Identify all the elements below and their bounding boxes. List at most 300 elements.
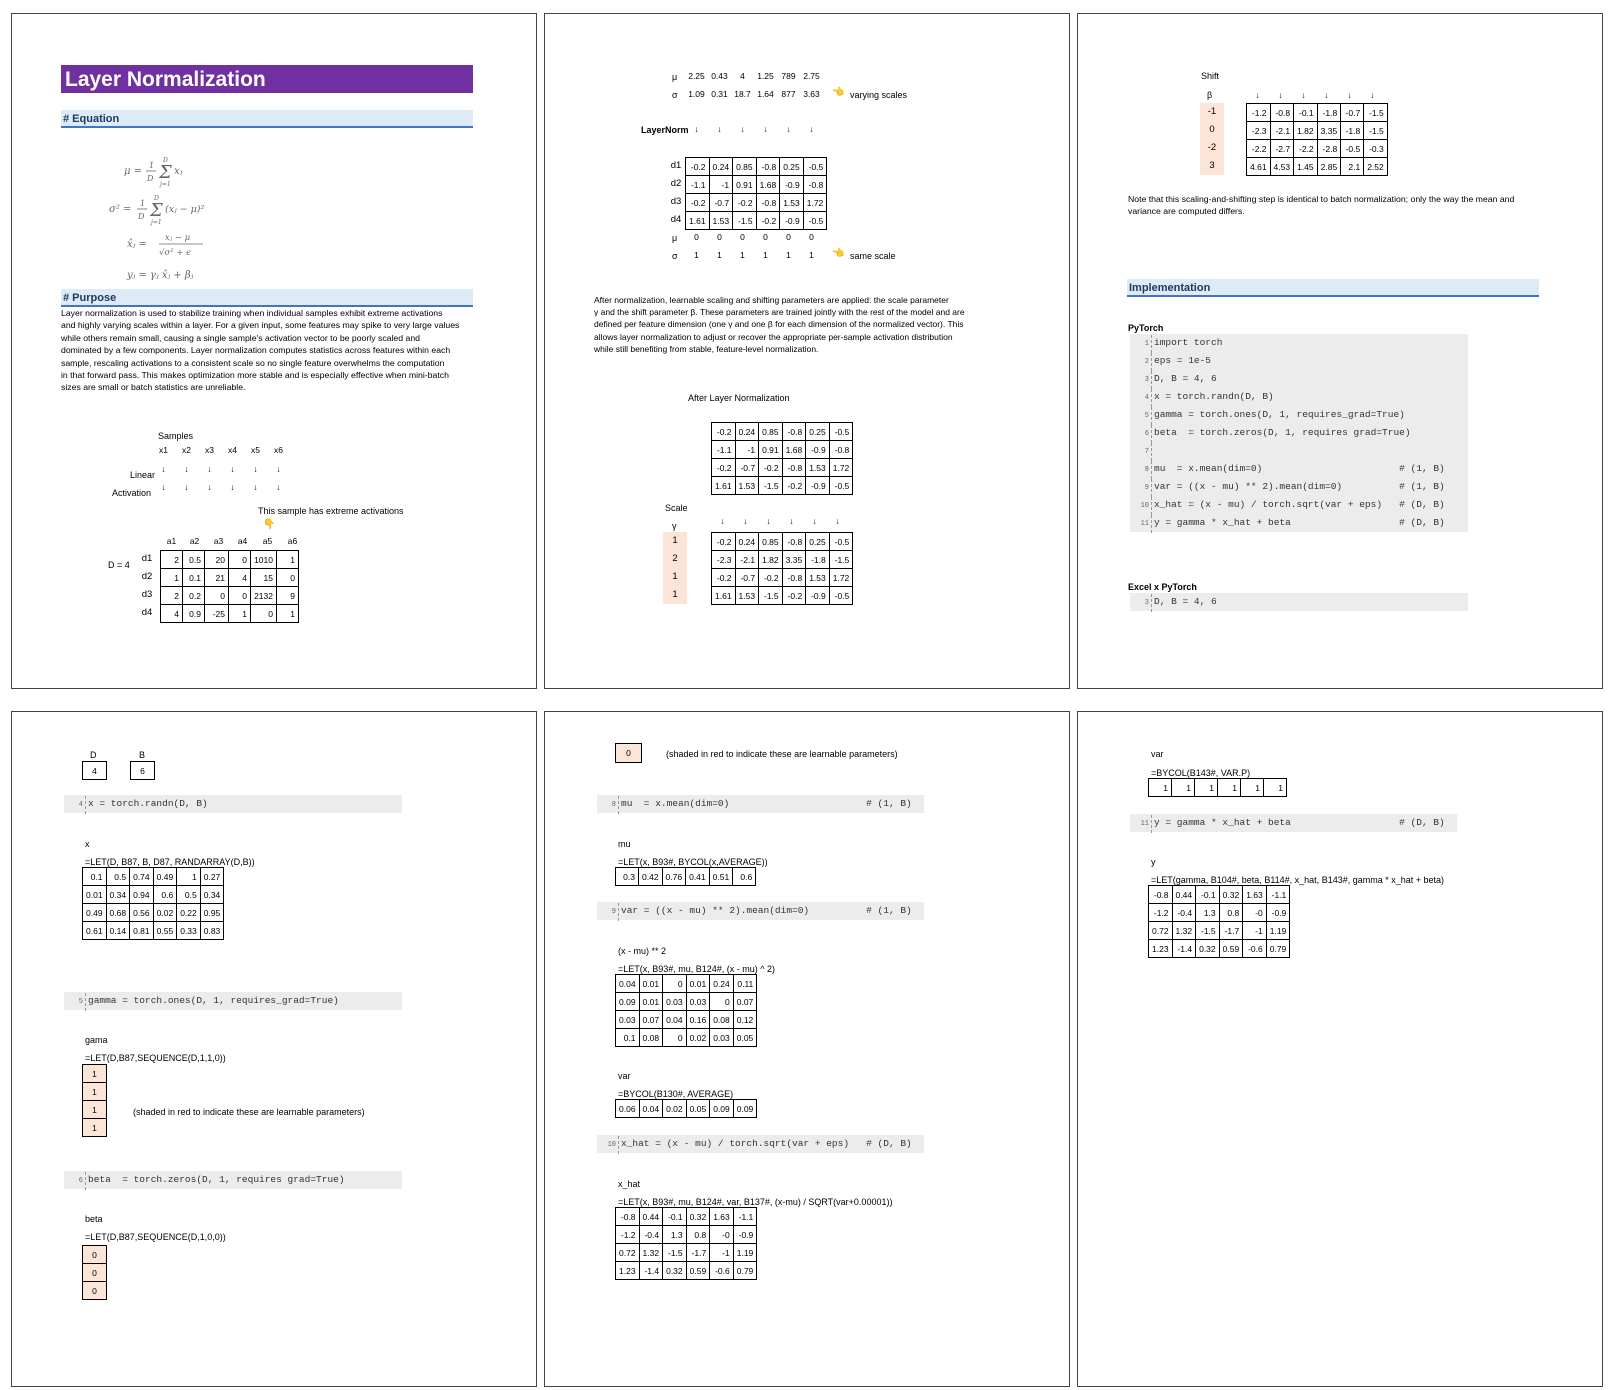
table-cell: 0.25 bbox=[780, 158, 804, 176]
arrow-down-icon: ↓ bbox=[253, 464, 258, 474]
gamma-value: 1 bbox=[663, 568, 687, 586]
table-cell: -1.5 bbox=[759, 587, 783, 605]
arrow-down-icon: ↓ bbox=[1370, 90, 1375, 100]
line-number: 9 bbox=[597, 903, 619, 921]
mu-formula: =LET(x, B93#, BYCOL(x,AVERAGE)) bbox=[618, 857, 768, 867]
table-cell: 4.53 bbox=[1270, 158, 1294, 176]
code-text: gamma = torch.ones(D, 1, requires_grad=True) bbox=[1154, 409, 1405, 420]
purpose-line: sample, rescaling activations to a consistent scale so no single feature overwhelms the computation bbox=[61, 357, 445, 368]
arrow-down-icon: ↓ bbox=[230, 482, 235, 492]
equation-heading: # Equation bbox=[61, 110, 473, 128]
code-line-var bbox=[597, 902, 924, 920]
table-cell: 0.16 bbox=[686, 1011, 710, 1029]
table-cell: -1.5 bbox=[663, 1244, 687, 1262]
table-cell: 1.53 bbox=[780, 194, 804, 212]
layernorm-label: LayerNorm bbox=[641, 125, 689, 135]
table-cell: 0.8 bbox=[686, 1226, 710, 1244]
table-cell: 3.35 bbox=[782, 551, 806, 569]
table-cell: -0.8 bbox=[803, 176, 827, 194]
table-cell: 0.85 bbox=[733, 158, 757, 176]
table-cell: 1.72 bbox=[803, 194, 827, 212]
table-cell: 0.34 bbox=[106, 886, 130, 904]
sigma-label-2: σ bbox=[672, 251, 678, 261]
activation-arrows bbox=[152, 478, 290, 496]
table-cell: 0.06 bbox=[616, 1100, 640, 1118]
mu-value: 4 bbox=[740, 71, 745, 81]
var-label: var bbox=[618, 1071, 631, 1081]
beta-value: 0 bbox=[1200, 121, 1224, 139]
code-text: y = gamma * x_hat + beta # (D, B) bbox=[1154, 817, 1445, 828]
table-cell: 0.49 bbox=[153, 868, 177, 886]
table-row bbox=[616, 1029, 757, 1047]
table-cell: -0.2 bbox=[712, 569, 736, 587]
line-number: 10 bbox=[1130, 497, 1152, 515]
table-cell: 0.83 bbox=[200, 922, 224, 940]
para-line: allows layer normalization to adjust or recover the appropriate per-sample activation distribution bbox=[594, 331, 953, 342]
code-line bbox=[1130, 370, 1468, 388]
table-cell: -0.8 bbox=[829, 441, 853, 459]
table-cell: 21 bbox=[205, 569, 229, 587]
table-cell: 0.07 bbox=[639, 1011, 663, 1029]
line-number: 11 bbox=[1130, 515, 1152, 533]
table-cell: 0.1 bbox=[616, 1029, 640, 1047]
table-cell: 0 bbox=[710, 993, 734, 1011]
y-matrix bbox=[1148, 885, 1290, 958]
sigma-value: 1 bbox=[763, 250, 768, 260]
mu-value: 2.75 bbox=[803, 71, 820, 81]
table-cell: 1 bbox=[1195, 779, 1218, 797]
table-row bbox=[1247, 104, 1388, 122]
x-label: x bbox=[85, 839, 90, 849]
sample-header: x4 bbox=[228, 445, 237, 455]
shaded-note: (shaded in red to indicate these are learnable parameters) bbox=[133, 1107, 365, 1117]
table-cell: 0.01 bbox=[639, 993, 663, 1011]
table-cell: 2.52 bbox=[1364, 158, 1388, 176]
table-cell: 2.1 bbox=[1341, 158, 1364, 176]
table-cell: 4.61 bbox=[1247, 158, 1271, 176]
equation-variance-svg bbox=[107, 192, 217, 226]
beta-value: 3 bbox=[1200, 157, 1224, 175]
gamma-value: 2 bbox=[663, 550, 687, 568]
table-cell: 0.01 bbox=[639, 975, 663, 993]
table-cell: 0.33 bbox=[177, 922, 201, 940]
table-cell: 0.04 bbox=[663, 1011, 687, 1029]
table-cell: -0.2 bbox=[712, 533, 736, 551]
page-1 bbox=[11, 13, 537, 689]
pointing-down-icon: 👇 bbox=[263, 519, 276, 530]
table-cell: 1 bbox=[1149, 779, 1172, 797]
mu-vector bbox=[615, 867, 756, 886]
code-line-xhat bbox=[597, 1135, 924, 1153]
table-row bbox=[83, 922, 224, 940]
table-row bbox=[161, 569, 299, 587]
code-text: D, B = 4, 6 bbox=[1154, 596, 1217, 607]
table-cell: -1.5 bbox=[733, 212, 757, 230]
table-row bbox=[686, 194, 827, 212]
param-cell: 0 bbox=[83, 1264, 107, 1282]
table-cell: 0.44 bbox=[639, 1208, 663, 1226]
table-cell: 0.9 bbox=[183, 605, 205, 623]
code-line bbox=[1130, 334, 1468, 352]
table-cell: 1 bbox=[1172, 779, 1195, 797]
table-row bbox=[161, 551, 299, 569]
table-cell: 0.59 bbox=[1219, 940, 1243, 958]
table-cell: 0.11 bbox=[733, 975, 757, 993]
table-cell: -0.2 bbox=[759, 459, 783, 477]
table-cell: 0.25 bbox=[806, 533, 830, 551]
gamma-column bbox=[663, 532, 687, 604]
arrow-down-icon: ↓ bbox=[694, 124, 699, 134]
svg-text:1: 1 bbox=[149, 161, 155, 170]
table-cell: -0.9 bbox=[733, 1226, 757, 1244]
table-cell: 0.09 bbox=[616, 993, 640, 1011]
row-header: d3 bbox=[141, 589, 153, 600]
column-header: a1 bbox=[166, 536, 177, 546]
sigma-value: 1.09 bbox=[688, 89, 705, 99]
svg-text:σ² =: σ² = bbox=[109, 204, 132, 215]
table-cell: -0.2 bbox=[712, 459, 736, 477]
pytorch-code-block bbox=[1130, 334, 1468, 532]
gamma-label: gama bbox=[85, 1035, 108, 1045]
line-number: 4 bbox=[1130, 389, 1152, 407]
code-text: mu = x.mean(dim=0) # (1, B) bbox=[621, 798, 912, 809]
column-header: a4 bbox=[237, 536, 248, 546]
arrow-down-icon: ↓ bbox=[812, 516, 817, 526]
table-cell: -0.7 bbox=[1341, 104, 1364, 122]
table-cell: -2.2 bbox=[1247, 140, 1271, 158]
table-cell: -2.1 bbox=[1270, 122, 1294, 140]
table-row bbox=[712, 533, 853, 551]
b-cell bbox=[130, 761, 155, 780]
code-text: x = torch.randn(D, B) bbox=[88, 798, 208, 809]
table-cell: -1.7 bbox=[1219, 922, 1243, 940]
code-line-gamma bbox=[64, 992, 402, 1010]
table-cell: -0.8 bbox=[1270, 104, 1294, 122]
shaded-note: (shaded in red to indicate these are learnable parameters) bbox=[666, 749, 898, 759]
table-cell: 1.82 bbox=[1294, 122, 1318, 140]
sample-header: x6 bbox=[274, 445, 283, 455]
table-cell: 1.82 bbox=[759, 551, 783, 569]
code-line-beta bbox=[64, 1171, 402, 1189]
table-cell: 0.03 bbox=[710, 1029, 734, 1047]
line-number: 3 bbox=[1130, 371, 1152, 389]
table-cell: 1.72 bbox=[829, 569, 853, 587]
table-row bbox=[686, 176, 827, 194]
table-cell: -2.3 bbox=[712, 551, 736, 569]
table-cell: 0.61 bbox=[83, 922, 107, 940]
varying-scales-note: varying scales bbox=[850, 90, 908, 100]
activation-label: Activation bbox=[112, 488, 152, 498]
arrow-down-icon: ↓ bbox=[1255, 90, 1260, 100]
table-cell: -0.9 bbox=[780, 176, 804, 194]
note-line: Note that this scaling-and-shifting step is identical to batch normalization; only the way the mean and bbox=[1128, 194, 1515, 204]
sigma-value: 1 bbox=[809, 250, 814, 260]
table-cell: 1.53 bbox=[735, 477, 759, 495]
purpose-line: in that forward pass. This makes optimization more stable and is especially effective when mini-batch bbox=[61, 370, 449, 381]
arrow-down-icon: ↓ bbox=[786, 124, 791, 134]
arrow-down-icon: ↓ bbox=[184, 464, 189, 474]
arrow-down-icon: ↓ bbox=[161, 464, 166, 474]
table-cell: 0.91 bbox=[733, 176, 757, 194]
table-cell: 2 bbox=[161, 587, 183, 605]
table-cell: -1.4 bbox=[1172, 940, 1196, 958]
matrix-col-headers bbox=[160, 532, 304, 550]
table-cell: -0.8 bbox=[756, 194, 780, 212]
table-cell: 0.08 bbox=[639, 1029, 663, 1047]
table-cell: -0.2 bbox=[782, 587, 806, 605]
mu-value: 0 bbox=[717, 232, 722, 242]
table-cell: 0.32 bbox=[663, 1262, 687, 1280]
mu-label-2: μ bbox=[672, 233, 678, 243]
table-row bbox=[616, 1208, 757, 1226]
table-cell: -0.2 bbox=[756, 212, 780, 230]
beta-symbol: β bbox=[1207, 90, 1213, 100]
table-row bbox=[616, 975, 757, 993]
arrow-down-icon: ↓ bbox=[835, 516, 840, 526]
mu-label: mu bbox=[618, 839, 631, 849]
mu-value: 0 bbox=[809, 232, 814, 242]
arrow-down-icon: ↓ bbox=[766, 516, 771, 526]
table-row bbox=[1149, 904, 1290, 922]
table-cell: 0.02 bbox=[686, 1029, 710, 1047]
table-row bbox=[712, 423, 853, 441]
table-cell: 0.41 bbox=[686, 868, 710, 886]
table-cell: 0.07 bbox=[733, 993, 757, 1011]
column-header: a5 bbox=[262, 536, 273, 546]
row-header: d4 bbox=[670, 214, 682, 225]
samples-label: Samples bbox=[158, 431, 194, 441]
gamma-vector bbox=[82, 1064, 107, 1137]
table-cell: 0.32 bbox=[1196, 940, 1220, 958]
page-title: Layer Normalization bbox=[61, 65, 473, 93]
svg-text:Σ: Σ bbox=[159, 162, 172, 183]
table-cell: 2 bbox=[161, 551, 183, 569]
table-cell: 0.05 bbox=[686, 1100, 710, 1118]
page-6 bbox=[1077, 711, 1603, 1387]
y-formula: =LET(gamma, B104#, beta, B114#, x_hat, B143#, gamma * x_hat + beta) bbox=[1151, 875, 1445, 885]
table-row bbox=[616, 1262, 757, 1280]
table-cell: -1.5 bbox=[1196, 922, 1220, 940]
table-cell: 1.32 bbox=[1172, 922, 1196, 940]
table-cell: -1.5 bbox=[1364, 104, 1388, 122]
equation-mean-svg bbox=[122, 154, 212, 188]
table-cell: 0.6 bbox=[153, 886, 177, 904]
line-number: 4 bbox=[64, 796, 86, 814]
table-cell: -0.2 bbox=[712, 423, 736, 441]
table-cell: 0.01 bbox=[83, 886, 107, 904]
table-cell: 0.01 bbox=[686, 975, 710, 993]
table-cell: 1.61 bbox=[686, 212, 710, 230]
table-row bbox=[712, 477, 853, 495]
arrow-down-icon: ↓ bbox=[276, 482, 281, 492]
table-cell: 0.79 bbox=[1266, 940, 1290, 958]
table-cell: -1.1 bbox=[712, 441, 736, 459]
table-cell: 1.63 bbox=[710, 1208, 734, 1226]
table-cell: 0 bbox=[663, 975, 687, 993]
table-cell: -2.2 bbox=[1294, 140, 1318, 158]
code-line bbox=[1130, 442, 1468, 460]
table-cell: -0.2 bbox=[686, 158, 710, 176]
table-row bbox=[616, 1011, 757, 1029]
table-cell: -0.8 bbox=[782, 533, 806, 551]
b-value: 6 bbox=[131, 762, 155, 780]
table-cell: 0.94 bbox=[130, 886, 154, 904]
table-cell: 1.3 bbox=[1196, 904, 1220, 922]
table-cell: -1.7 bbox=[686, 1244, 710, 1262]
code-text: import torch bbox=[1154, 337, 1223, 348]
d-value: 4 bbox=[83, 762, 107, 780]
mu-value: 1.25 bbox=[757, 71, 774, 81]
table-cell: -0.2 bbox=[782, 477, 806, 495]
arrow-down-icon: ↓ bbox=[184, 482, 189, 492]
table-cell: 1 bbox=[277, 551, 299, 569]
var-formula: =BYCOL(B143#, VAR.P) bbox=[1151, 768, 1251, 778]
table-cell: 20 bbox=[205, 551, 229, 569]
table-row bbox=[686, 158, 827, 176]
purpose-line: Layer normalization is used to stabilize training when individual samples exhibit extreme activations bbox=[61, 308, 443, 318]
activation-matrix bbox=[160, 550, 299, 623]
table-cell: -0.9 bbox=[1266, 904, 1290, 922]
table-row bbox=[83, 904, 224, 922]
table-cell: -0.8 bbox=[616, 1208, 640, 1226]
table-cell: 0.5 bbox=[183, 551, 205, 569]
sample-header: x3 bbox=[205, 445, 214, 455]
top-param-cell bbox=[615, 743, 642, 763]
sample-header: x5 bbox=[251, 445, 260, 455]
table-cell: -0 bbox=[1243, 904, 1267, 922]
table-cell: -1.4 bbox=[639, 1262, 663, 1280]
table-cell: -1.2 bbox=[1149, 904, 1173, 922]
pointing-left-icon: 👈 bbox=[832, 248, 845, 259]
table-cell: -0.8 bbox=[782, 423, 806, 441]
b-label: B bbox=[139, 750, 146, 760]
table-cell: 1.23 bbox=[1149, 940, 1173, 958]
table-cell: 0.55 bbox=[153, 922, 177, 940]
code-line-mu bbox=[597, 795, 924, 813]
table-cell: 0.04 bbox=[639, 1100, 663, 1118]
table-cell: 1010 bbox=[251, 551, 277, 569]
table-cell: 1.68 bbox=[756, 176, 780, 194]
after-layernorm-label: After Layer Normalization bbox=[688, 393, 790, 403]
table-row bbox=[686, 212, 827, 230]
sample-header: x1 bbox=[159, 445, 168, 455]
table-cell: -0.5 bbox=[829, 533, 853, 551]
table-row bbox=[83, 886, 224, 904]
sigma-label: σ bbox=[672, 90, 678, 100]
beta-value: -2 bbox=[1200, 139, 1224, 157]
table-cell: 0 bbox=[663, 1029, 687, 1047]
mu-values bbox=[685, 67, 823, 85]
table-cell: 0.49 bbox=[83, 904, 107, 922]
table-cell: 1.72 bbox=[829, 459, 853, 477]
xhat-label: x_hat bbox=[618, 1179, 641, 1189]
after-matrix bbox=[711, 422, 853, 495]
mu-value: 0 bbox=[786, 232, 791, 242]
table-cell: -1.1 bbox=[733, 1208, 757, 1226]
table-cell: 0.02 bbox=[663, 1100, 687, 1118]
table-cell: 9 bbox=[277, 587, 299, 605]
table-cell: 1.19 bbox=[1266, 922, 1290, 940]
table-cell: 0.24 bbox=[735, 423, 759, 441]
table-cell: 0.85 bbox=[759, 423, 783, 441]
purpose-paragraph bbox=[61, 307, 473, 394]
beta-column bbox=[1200, 103, 1224, 175]
top-value: 0 bbox=[616, 744, 642, 763]
table-cell: -0.9 bbox=[806, 587, 830, 605]
purpose-line: sizes are small or batch statistics are unreliable. bbox=[61, 382, 246, 393]
table-row bbox=[83, 1264, 107, 1282]
table-cell: 0.51 bbox=[709, 868, 733, 886]
table-cell: 1 bbox=[177, 868, 201, 886]
param-cell: 0 bbox=[83, 1246, 107, 1264]
table-row bbox=[616, 1244, 757, 1262]
row-header: d1 bbox=[141, 553, 153, 564]
code-line bbox=[1130, 460, 1468, 478]
line-number: 1 bbox=[1130, 335, 1152, 353]
sigma-value: 1 bbox=[786, 250, 791, 260]
table-cell: 0 bbox=[251, 605, 277, 623]
page-4 bbox=[11, 711, 537, 1387]
table-row bbox=[83, 1101, 107, 1119]
table-cell: 0.5 bbox=[106, 868, 130, 886]
arrow-down-icon: ↓ bbox=[1278, 90, 1283, 100]
table-cell: 0.44 bbox=[1172, 886, 1196, 904]
table-cell: 0.81 bbox=[130, 922, 154, 940]
table-cell: -1.8 bbox=[1317, 104, 1341, 122]
row-header: d2 bbox=[670, 178, 682, 189]
table-cell: -0.6 bbox=[1243, 940, 1267, 958]
table-cell: 0.14 bbox=[106, 922, 130, 940]
svg-text:D: D bbox=[154, 195, 159, 202]
table-cell: -0.8 bbox=[782, 459, 806, 477]
table-cell: 0.24 bbox=[710, 975, 734, 993]
table-cell: 0 bbox=[229, 551, 251, 569]
arrow-down-icon: ↓ bbox=[161, 482, 166, 492]
table-cell: 0.32 bbox=[686, 1208, 710, 1226]
table-cell: 1.45 bbox=[1294, 158, 1318, 176]
table-cell: 0.05 bbox=[733, 1029, 757, 1047]
y-label: y bbox=[1151, 857, 1156, 867]
code-text: D, B = 4, 6 bbox=[1154, 373, 1217, 384]
sq-matrix bbox=[615, 974, 757, 1047]
d-cell bbox=[82, 761, 107, 780]
sigma-value: 1 bbox=[740, 250, 745, 260]
table-cell: -1 bbox=[709, 176, 733, 194]
param-cell: 1 bbox=[83, 1101, 107, 1119]
arrow-down-icon: ↓ bbox=[253, 482, 258, 492]
svg-text:(xⱼ − μ)²: (xⱼ − μ)² bbox=[165, 204, 205, 215]
gamma-value: 1 bbox=[663, 586, 687, 604]
table-row bbox=[712, 587, 853, 605]
matrix-row-headers bbox=[138, 550, 156, 622]
code-text: y = gamma * x_hat + beta # (D, B) bbox=[1154, 517, 1445, 528]
table-row bbox=[1149, 779, 1287, 797]
table-cell: 0.3 bbox=[616, 868, 639, 886]
svg-text:xⱼ − μ: xⱼ − μ bbox=[165, 233, 191, 243]
table-cell: 0.09 bbox=[710, 1100, 734, 1118]
normalized-matrix bbox=[685, 157, 827, 230]
scale-label: Scale bbox=[665, 503, 688, 513]
arrow-down-icon: ↓ bbox=[1301, 90, 1306, 100]
xhat-matrix bbox=[615, 1207, 757, 1280]
column-header: a6 bbox=[287, 536, 298, 546]
table-cell: -0.4 bbox=[639, 1226, 663, 1244]
purpose-line: dominated by a few components. Layer normalization computes statistics across features within each bbox=[61, 345, 451, 356]
table-cell: -2.1 bbox=[735, 551, 759, 569]
sq-label: (x - mu) ** 2 bbox=[618, 946, 667, 956]
sigma-value: 18.7 bbox=[734, 89, 751, 99]
code-text: var = ((x - mu) ** 2).mean(dim=0) # (1, B) bbox=[621, 905, 912, 916]
